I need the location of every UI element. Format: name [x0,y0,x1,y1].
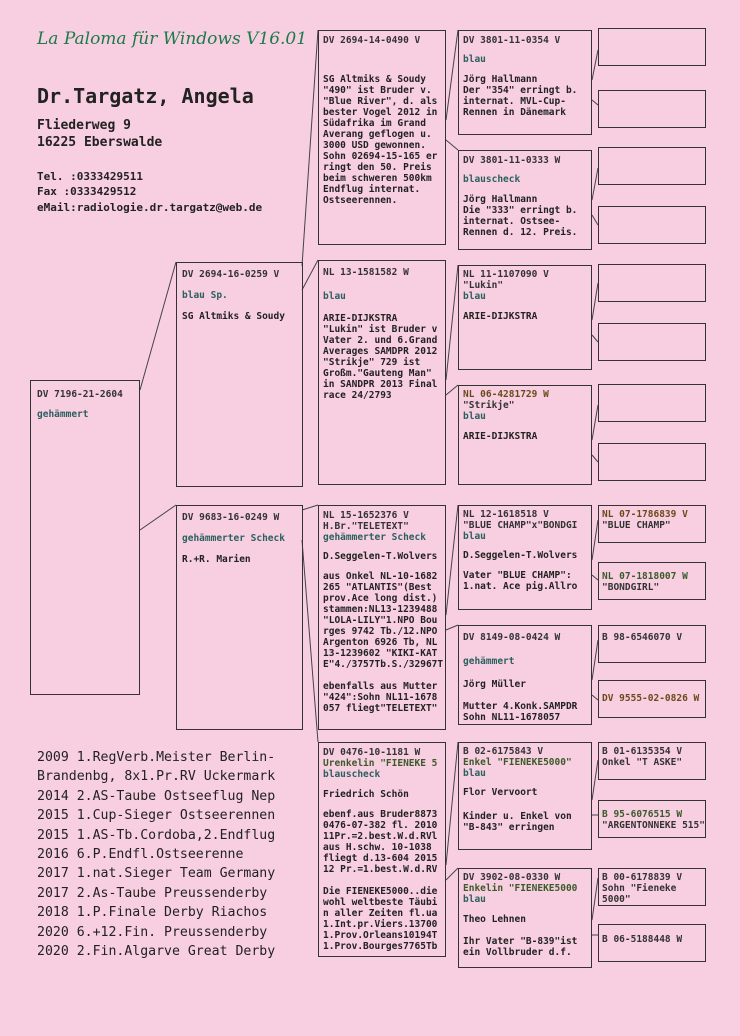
mm-father-card[interactable] [458,742,592,850]
mm-breeder: Friedrich Schön [323,789,409,800]
mmf-ring: B 02-6175843 V [463,746,544,757]
mmf-desc: Kinder u. Enkel von "B-843" erringen [463,811,572,833]
mff-ring: NL 12-1618518 V [463,509,549,520]
mmf-color: blau [463,768,486,779]
fm-desc: ARIE-DIJKSTRA "Lukin" ist Bruder v Vater 2. und 6.Grand Averages SAMDPR 2012 "Strikje" 729 ist Großm."Gauteng Man" in SANDPR 2013 Final race 24/2793 [323,313,438,401]
achievement-line: 2016 6.P.Endfl.Ostseerenne [37,847,244,863]
achievement-line: 2015 1.Cup-Sieger Ostseerennen [37,808,276,824]
achievement-line: 2009 1.RegVerb.Meister Berlin- [37,750,276,765]
fmm-color: blau [463,411,486,422]
g4-card-6[interactable] [598,323,706,361]
g4-name: Onkel "T ASKE" [602,757,683,768]
mother-card[interactable] [176,505,303,730]
mother-color: gehämmerter Scheck [182,533,285,544]
g4-card-11[interactable] [598,625,706,663]
mother-breeder: R.+R. Marien [182,554,251,565]
g4-ring: B 98-6546070 V [602,632,683,643]
fmf-color: blau [463,291,486,302]
owner-street: Fliederweg 9 [37,118,131,133]
mm-name: Urenkelin "FIENEKE 5 [323,758,438,769]
mf-breeder: D.Seggelen-T.Wolvers [323,551,438,562]
g4-card-12[interactable] [598,680,706,718]
achievement-line: 2020 6.+12.Fin. Preussenderby [37,924,268,940]
achievement-line: Brandenbg, 8x1.Pr.RV Uckermark [37,769,276,785]
achievement-line: 2018 1.P.Finale Derby Riachos [37,905,268,921]
mfm-desc: Mutter 4.Konk.SAMPDR Sohn NL11-1678057 [463,701,578,723]
mf-mother-card[interactable] [458,625,592,725]
ff-father-card[interactable] [458,30,592,135]
fm-mother-card[interactable] [458,385,592,485]
g4-card-9[interactable] [598,505,706,543]
mmf-breeder: Flor Vervoort [463,787,538,798]
owner-email[interactable]: eMail:radiologie.dr.targatz@web.de [37,201,263,214]
fff-color: blau [463,54,486,65]
g4-name: "ARGENTONNEKE 515" [602,820,705,831]
father-mother-card[interactable] [318,260,446,485]
g4-name: "BLUE CHAMP" [602,520,671,531]
mmm-color: blau [463,894,486,905]
mff-name: "BLUE CHAMP"x"BONDGI [463,520,578,531]
mff-desc: Vater "BLUE CHAMP": 1.nat. Ace pig.Allro [463,570,578,592]
g4-ring: NL 07-1818007 W [602,571,688,582]
g4-name: Sohn "Fieneke 5000" [602,883,677,905]
mfm-breeder: Jörg Müller [463,679,526,690]
ffm-ring: DV 3801-11-0333 W [463,155,561,166]
mm-ring: DV 0476-10-1181 W [323,747,421,758]
fmm-ring: NL 06-4281729 W [463,389,549,400]
mother-ring: DV 9683-16-0249 W [182,512,280,523]
father-father-card[interactable] [318,30,446,245]
g4-card-14[interactable] [598,800,706,838]
g4-card-8[interactable] [598,443,706,481]
mother-father-card[interactable] [318,505,446,730]
fff-desc: Jörg Hallmann Der "354" erringt b. internat. MVL-Cup- Rennen in Dänemark [463,74,578,118]
g4-ring: B 01-6135354 V [602,746,683,757]
g4-ring: NL 07-1786839 V [602,509,688,520]
mm-color: blauscheck [323,769,381,780]
father-breeder: SG Altmiks & Soudy [182,311,285,322]
g4-ring: B 06-5188448 W [602,934,683,945]
mmm-breeder: Theo Lehnen [463,914,526,925]
owner-tel: Tel. :0333429511 [37,170,143,183]
g4-card-7[interactable] [598,384,706,422]
mother-mother-card[interactable] [318,742,446,957]
mmm-name: Enkelin "FIENEKE5000 [463,883,578,894]
achievement-line: 2015 1.AS-Tb.Cordoba,2.Endflug [37,827,276,843]
fff-ring: DV 3801-11-0354 V [463,35,561,46]
g4-card-1[interactable] [598,28,706,66]
fm-ring: NL 13-1581582 W [323,267,409,278]
ffm-desc: Jörg Hallmann Die "333" erringt b. internat. Ostsee- Rennen d. 12. Preis. [463,194,578,238]
owner-name: Dr.Targatz, Angela [37,84,254,108]
fm-father-card[interactable] [458,265,592,370]
fmf-ring: NL 11-1107090 V [463,269,549,280]
mf-color: gehämmerter Scheck [323,532,426,543]
owner-city: 16225 Eberswalde [37,135,163,150]
g4-card-16[interactable] [598,924,706,962]
g4-card-5[interactable] [598,264,706,302]
achievement-line: 2014 2.AS-Taube Ostseeflug Nep [37,788,276,804]
mf-name: H.Br."TELETEXT" [323,521,409,532]
father-card[interactable] [176,262,303,487]
g4-card-10[interactable] [598,562,706,600]
father-color: blau Sp. [182,290,228,301]
g4-card-2[interactable] [598,90,706,128]
g4-name: "BONDGIRL" [602,582,660,593]
fmm-name: "Strikje" [463,400,515,411]
mm-mother-card[interactable] [458,868,592,968]
mm-desc: ebenf.aus Bruder8873 0476-07-382 fl. 2010 11Pr.=2.best.W.d.RVl aus H.schw. 10-1038 fliegt d.13-604 2015 12 Pr.=1.best.W.d.RV Die FIENEKE5000..die wohl weltbeste Täubi n aller Zeiten fl.ua 1.Int.pr.Viers.13700 1.Prov.Orleans10194T 1.Prov.Bourges7765Tb [323,809,438,952]
mf-ring: NL 15-1652376 V [323,510,409,521]
achievement-line: 2017 2.As-Taube Preussenderby [37,885,268,901]
achievement-line: 2017 1.nat.Sieger Team Germany [37,866,276,882]
mf-desc: aus Onkel NL-10-1682 265 "ATLANTIS"(Best prov.Ace long dist.) stammen:NL13-1239488 "LOLA-LILY"1.NPO Bou rges 9742 Tb./12.NPO Argenton 6926 Tb, NL 13-1239602 "KIKI-KAT E"4./3757Tb.S./32967T ebenfalls aus Mutter "424":Sohn NL11-1678 057 fliegt"TELETEXT" [323,571,444,714]
ff-desc: SG Altmiks & Soudy "490" ist Bruder v. "Blue River", d. als bester Vogel 2012 in Südafrika im Grand Averang geflogen u. 3000 USD gewonnen. Sohn 02694-15-165 er ringt den 50. Preis beim schweren 500km Endflug internat. Ostseerennen. [323,74,438,206]
fmf-breeder: ARIE-DIJKSTRA [463,311,538,322]
mf-father-card[interactable] [458,505,592,610]
mff-breeder: D.Seggelen-T.Wolvers [463,550,578,561]
ff-ring: DV 2694-14-0490 V [323,35,421,46]
g4-ring: DV 9555-02-0826 W [602,693,700,704]
app-title: La Paloma für Windows V16.01 [37,29,308,49]
mfm-ring: DV 8149-08-0424 W [463,632,561,643]
g4-ring: B 00-6178839 V [602,872,683,883]
g4-card-4[interactable] [598,206,706,244]
pigeon-card[interactable] [30,380,140,695]
fmf-name: "Lukin" [463,280,504,291]
mmf-name: Enkel "FIENEKE5000" [463,757,572,768]
father-ring: DV 2694-16-0259 V [182,269,280,280]
fmm-breeder: ARIE-DIJKSTRA [463,431,538,442]
pigeon-color: gehämmert [37,409,89,420]
mmm-desc: Ihr Vater "B-839"ist ein Vollbruder d.f. [463,936,578,958]
achievement-line: 2020 2.Fin.Algarve Great Derby [37,944,276,960]
fm-color: blau [323,291,346,302]
mmm-ring: DV 3902-08-0330 W [463,872,561,883]
g4-card-3[interactable] [598,147,706,185]
ffm-color: blauscheck [463,174,521,185]
g4-card-15[interactable] [598,868,706,906]
mfm-color: gehämmert [463,656,515,667]
owner-fax: Fax :0333429512 [37,185,137,198]
ff-mother-card[interactable] [458,150,592,250]
pigeon-ring: DV 7196-21-2604 [37,389,123,400]
g4-card-13[interactable] [598,742,706,780]
achievements-list [37,748,275,961]
mff-color: blau [463,531,486,542]
g4-ring: B 95-6076515 W [602,809,683,820]
